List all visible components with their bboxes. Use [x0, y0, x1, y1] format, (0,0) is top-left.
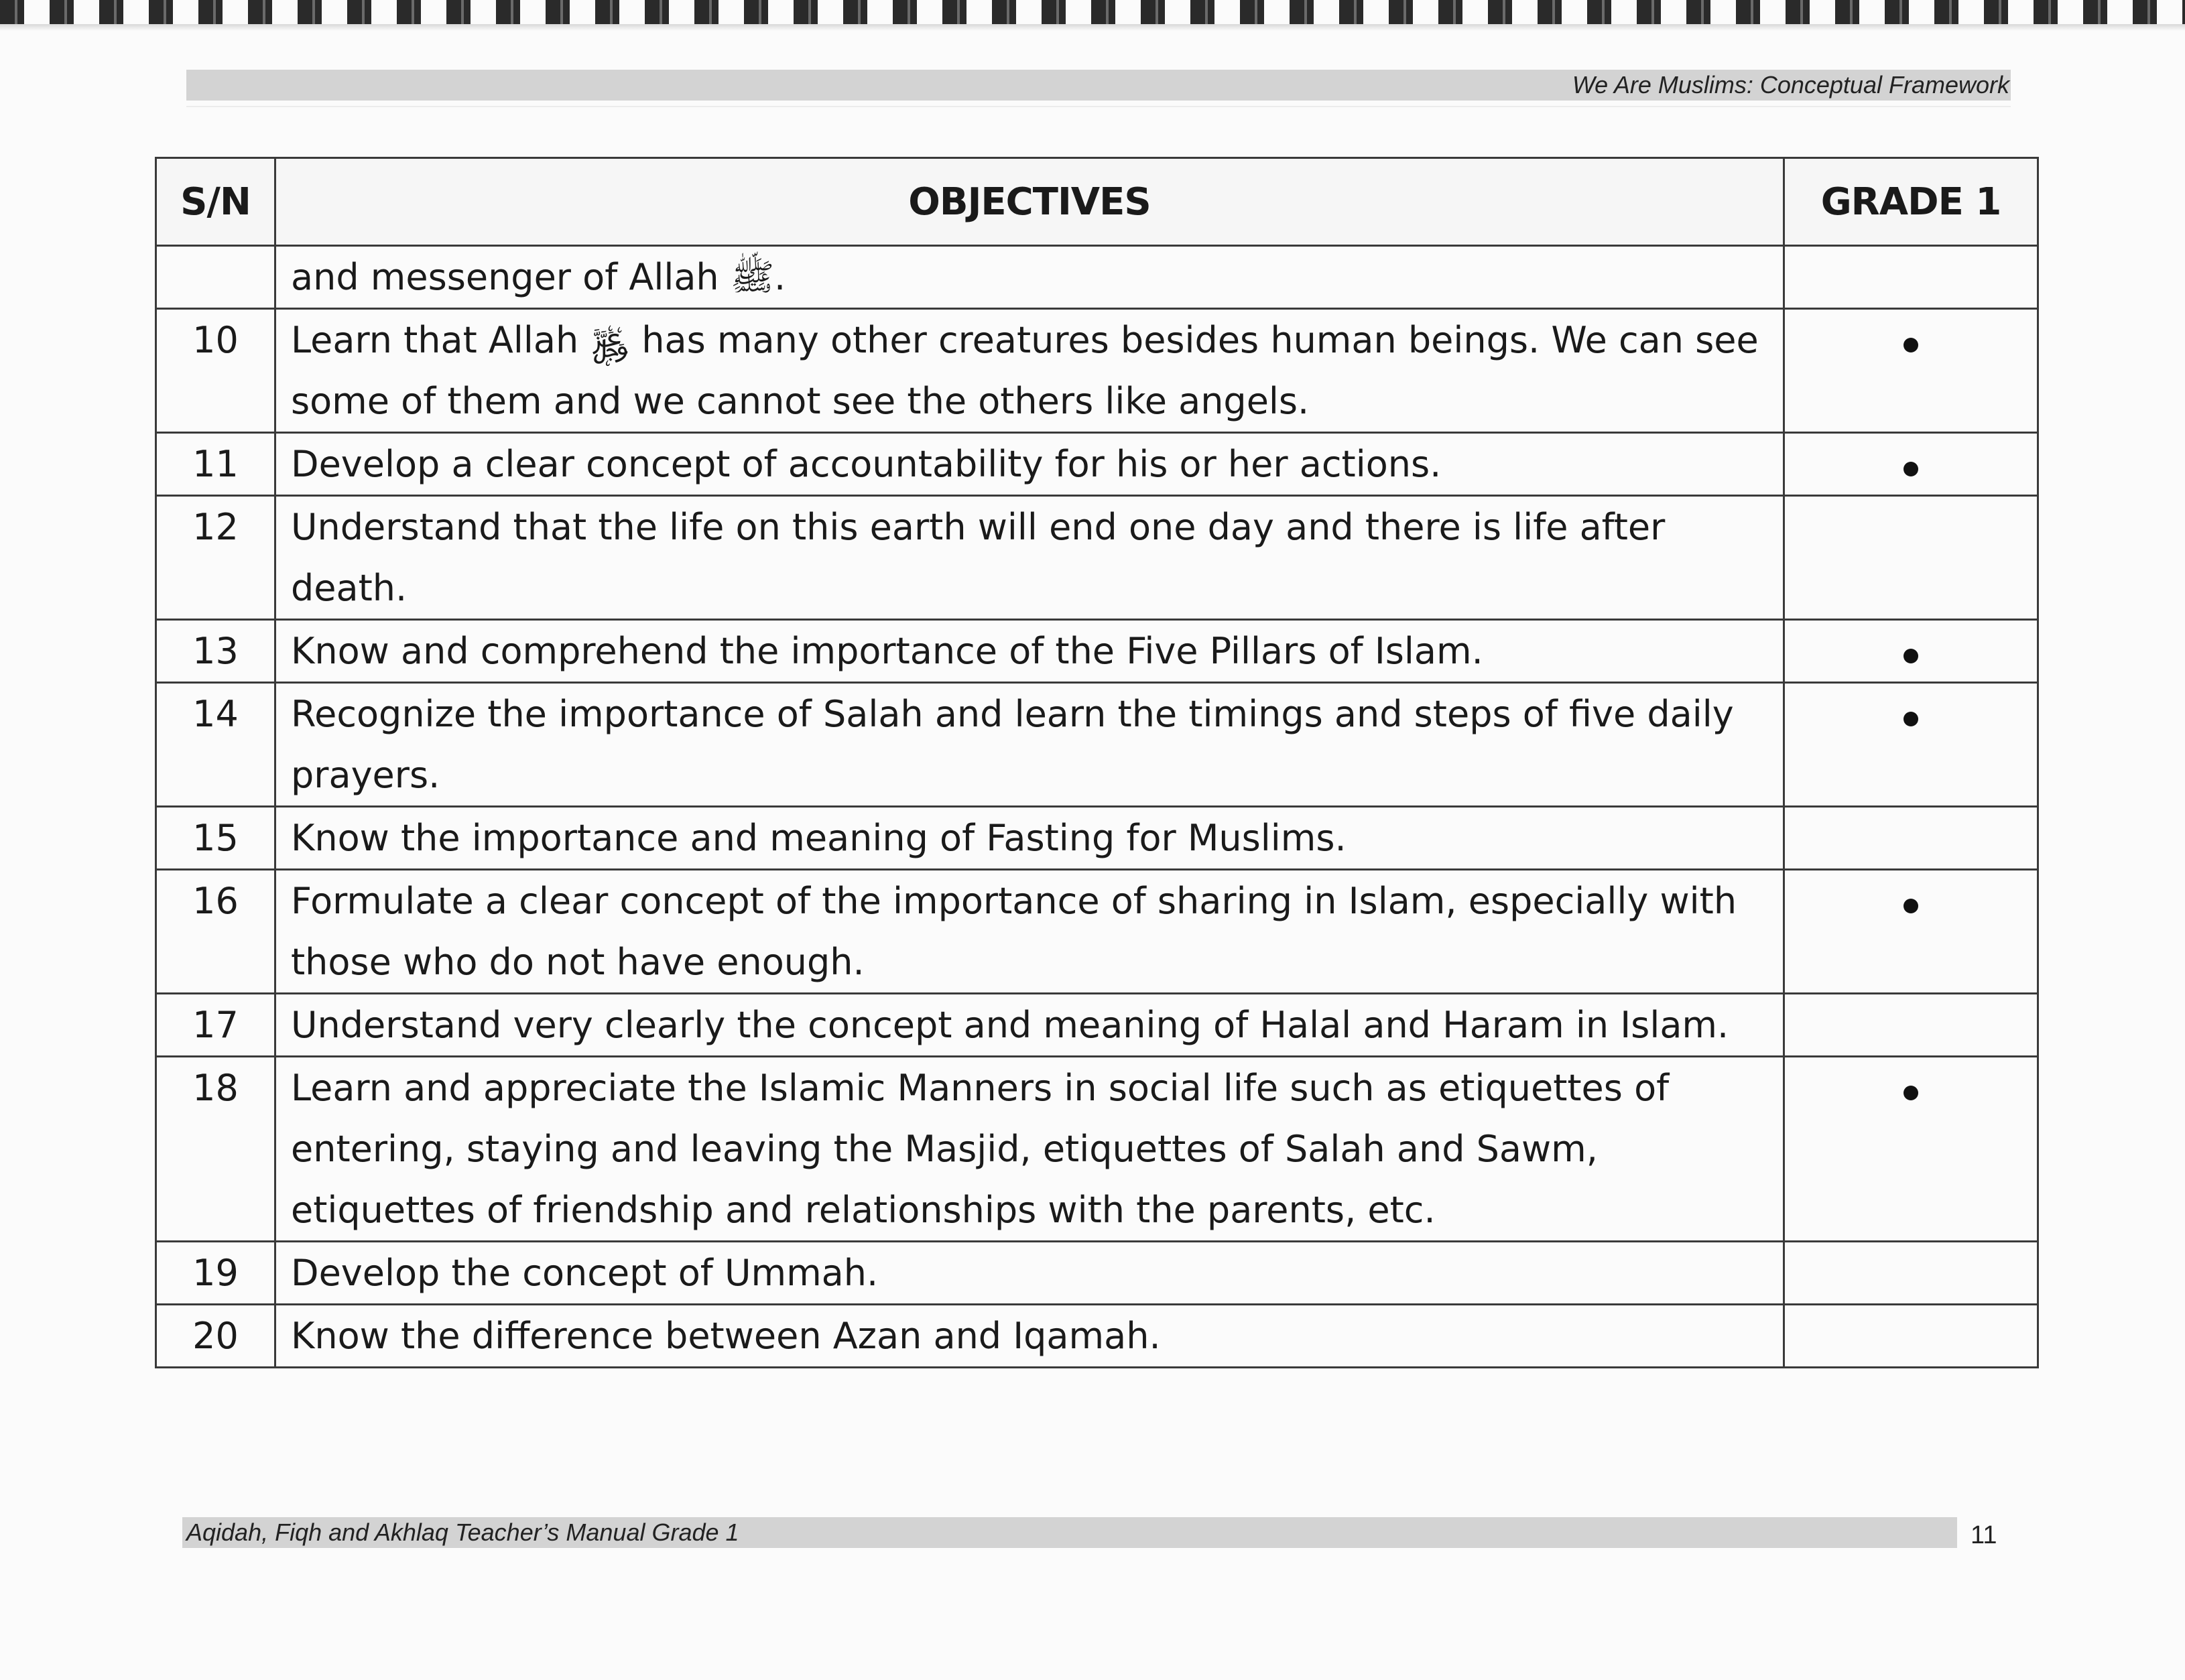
objective-text: Develop the concept of Ummah. — [275, 1242, 1784, 1305]
row-number: 14 — [156, 683, 275, 807]
header-title: We Are Muslims: Conceptual Framework — [1572, 71, 2009, 99]
table-row — [156, 433, 2038, 496]
grade1-cell — [1784, 620, 2038, 683]
column-header-sn: S/N — [156, 158, 275, 246]
grade1-cell — [1784, 807, 2038, 870]
table-row — [156, 1305, 2038, 1368]
grade1-cell — [1784, 433, 2038, 496]
row-number: 16 — [156, 870, 275, 994]
table-row — [156, 620, 2038, 683]
objective-text: Learn that Allah ﷿ has many other creatures besides human beings. We can see some of them and we cannot see the others like angels. — [275, 309, 1784, 433]
objective-text: Recognize the importance of Salah and learn the timings and steps of five daily prayers. — [275, 683, 1784, 807]
column-header-grade1: GRADE 1 — [1784, 158, 2038, 246]
grade1-cell — [1784, 683, 2038, 807]
objective-text: Learn and appreciate the Islamic Manners in social life such as etiquettes of entering, staying and leaving the Masjid, etiquettes of Salah and Sawm, etiquettes of friendship and relationships with the parents, etc. — [275, 1057, 1784, 1242]
objective-text: Know the importance and meaning of Fasting for Muslims. — [275, 807, 1784, 870]
row-number: 19 — [156, 1242, 275, 1305]
objective-text: Develop a clear concept of accountability for his or her actions. — [275, 433, 1784, 496]
objective-text: Know the difference between Azan and Iqamah. — [275, 1305, 1784, 1368]
table-row — [156, 683, 2038, 807]
bullet-icon — [1903, 712, 1918, 726]
bullet-icon — [1903, 899, 1918, 913]
grade1-cell — [1784, 496, 2038, 620]
objective-text: Formulate a clear concept of the importance of sharing in Islam, especially with those who do not have enough. — [275, 870, 1784, 994]
grade1-cell — [1784, 870, 2038, 994]
row-number: 20 — [156, 1305, 275, 1368]
page-number: 11 — [1971, 1521, 1997, 1549]
bullet-icon — [1903, 338, 1918, 352]
divider — [186, 106, 2011, 107]
grade1-cell — [1784, 1305, 2038, 1368]
row-number: 15 — [156, 807, 275, 870]
objective-text: and messenger of Allah ﷺ. — [275, 246, 1784, 309]
table-row — [156, 870, 2038, 994]
objectives-table — [155, 157, 2039, 1368]
table-row — [156, 807, 2038, 870]
spiral-binding — [0, 0, 2185, 31]
table-row — [156, 496, 2038, 620]
table-row — [156, 1057, 2038, 1242]
footer-title: Aqidah, Fiqh and Akhlaq Teacher’s Manual Grade 1 — [186, 1519, 739, 1546]
grade1-cell — [1784, 994, 2038, 1057]
row-number: 17 — [156, 994, 275, 1057]
grade1-cell — [1784, 246, 2038, 309]
table-header-row — [156, 158, 2038, 246]
objective-text: Know and comprehend the importance of the Five Pillars of Islam. — [275, 620, 1784, 683]
grade1-cell — [1784, 1242, 2038, 1305]
bullet-icon — [1903, 649, 1918, 663]
column-header-objectives: OBJECTIVES — [275, 158, 1784, 246]
objective-text: Understand very clearly the concept and meaning of Halal and Haram in Islam. — [275, 994, 1784, 1057]
table-row — [156, 309, 2038, 433]
row-number: 18 — [156, 1057, 275, 1242]
table-row — [156, 1242, 2038, 1305]
table-row — [156, 246, 2038, 309]
objective-text: Understand that the life on this earth will end one day and there is life after death. — [275, 496, 1784, 620]
table-row — [156, 994, 2038, 1057]
row-number: 11 — [156, 433, 275, 496]
bullet-icon — [1903, 462, 1918, 476]
grade1-cell — [1784, 309, 2038, 433]
grade1-cell — [1784, 1057, 2038, 1242]
bullet-icon — [1903, 1086, 1918, 1100]
row-number: 12 — [156, 496, 275, 620]
row-number: 13 — [156, 620, 275, 683]
row-number: 10 — [156, 309, 275, 433]
row-number — [156, 246, 275, 309]
